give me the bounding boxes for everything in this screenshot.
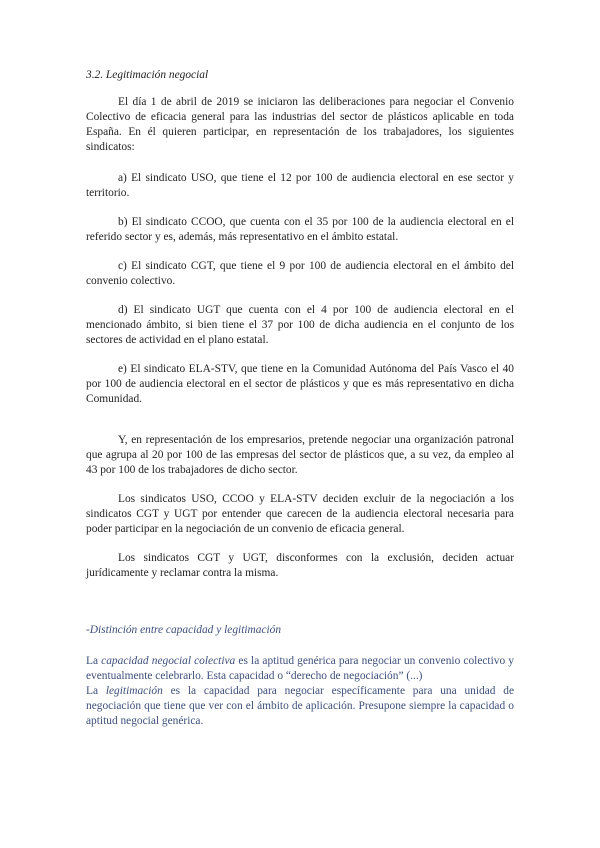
capacity-text: es la aptitud genérica para negociar un convenio colectivo y eventualmente celebrarlo. Esta capacidad o “derecho de negociación” (...) — [86, 655, 514, 682]
list-item-d: d) El sindicato UGT que cuenta con el 4 por 100 de audiencia electoral en el mencionado ámbito, si bien tiene el 37 por 100 de dicha audiencia en el conjunto de los sectores de actividad en el plano estatal. — [86, 304, 514, 346]
legitimation-term: legitimación — [105, 685, 163, 697]
legitimation-definition — [86, 684, 514, 729]
notes-section — [86, 623, 514, 729]
list-item-a: a) El sindicato USO, que tiene el 12 por 100 de audiencia electoral en ese sector y territorio. — [86, 172, 514, 199]
exclusion-paragraph: Los sindicatos USO, CCOO y ELA-STV deciden excluir de la negociación a los sindicatos CGT y UGT por entender que carecen de la audiencia electoral necesaria para poder participar en la negociación de un convenio de eficacia general. — [86, 493, 514, 535]
intro-paragraph: El día 1 de abril de 2019 se iniciaron las deliberaciones para negociar el Convenio Colectivo de eficacia general para las industrias del sector de plásticos aplicable en toda España. En él quieren participar, en representación de los trabajadores, los siguientes sindicatos: — [86, 96, 514, 153]
section-title: 3.2. Legitimación negocial — [86, 69, 209, 81]
notes-subheading: -Distinción entre capacidad y legitimación — [86, 624, 282, 636]
list-item-e: e) El sindicato ELA-STV, que tiene en la Comunidad Autónoma del País Vasco el 40 por 100 de audiencia electoral en el sector de plásticos y que es más representativo en dicha Comunidad. — [86, 363, 514, 405]
legitimation-text: es la capacidad para negociar específicamente para una unidad de negociación que tiene que ver con el ámbito de aplicación. Presupone siempre la capacidad o aptitud negocial genérica. — [86, 685, 514, 727]
list-item-c: c) El sindicato CGT, que tiene el 9 por 100 de audiencia electoral en el ámbito del convenio colectivo. — [86, 260, 514, 287]
capacity-term: capacidad negocial colectiva — [101, 655, 236, 667]
document-page — [86, 68, 514, 729]
employers-paragraph: Y, en representación de los empresarios, pretende negociar una organización patronal que agrupa al 20 por 100 de las empresas del sector de plásticos que, a su vez, da empleo al 43 por 100 de los trabajadores de dicho sector. — [86, 434, 514, 476]
capacity-definition — [86, 654, 514, 684]
list-item-b: b) El sindicato CCOO, que cuenta con el 35 por 100 de la audiencia electoral en el referido sector y es, además, más representativo en el ámbito estatal. — [86, 216, 514, 243]
legitimation-lead: La — [86, 685, 106, 697]
response-paragraph: Los sindicatos CGT y UGT, disconformes con la exclusión, deciden actuar jurídicamente y reclamar contra la misma. — [86, 552, 514, 579]
capacity-lead: La — [86, 655, 102, 667]
